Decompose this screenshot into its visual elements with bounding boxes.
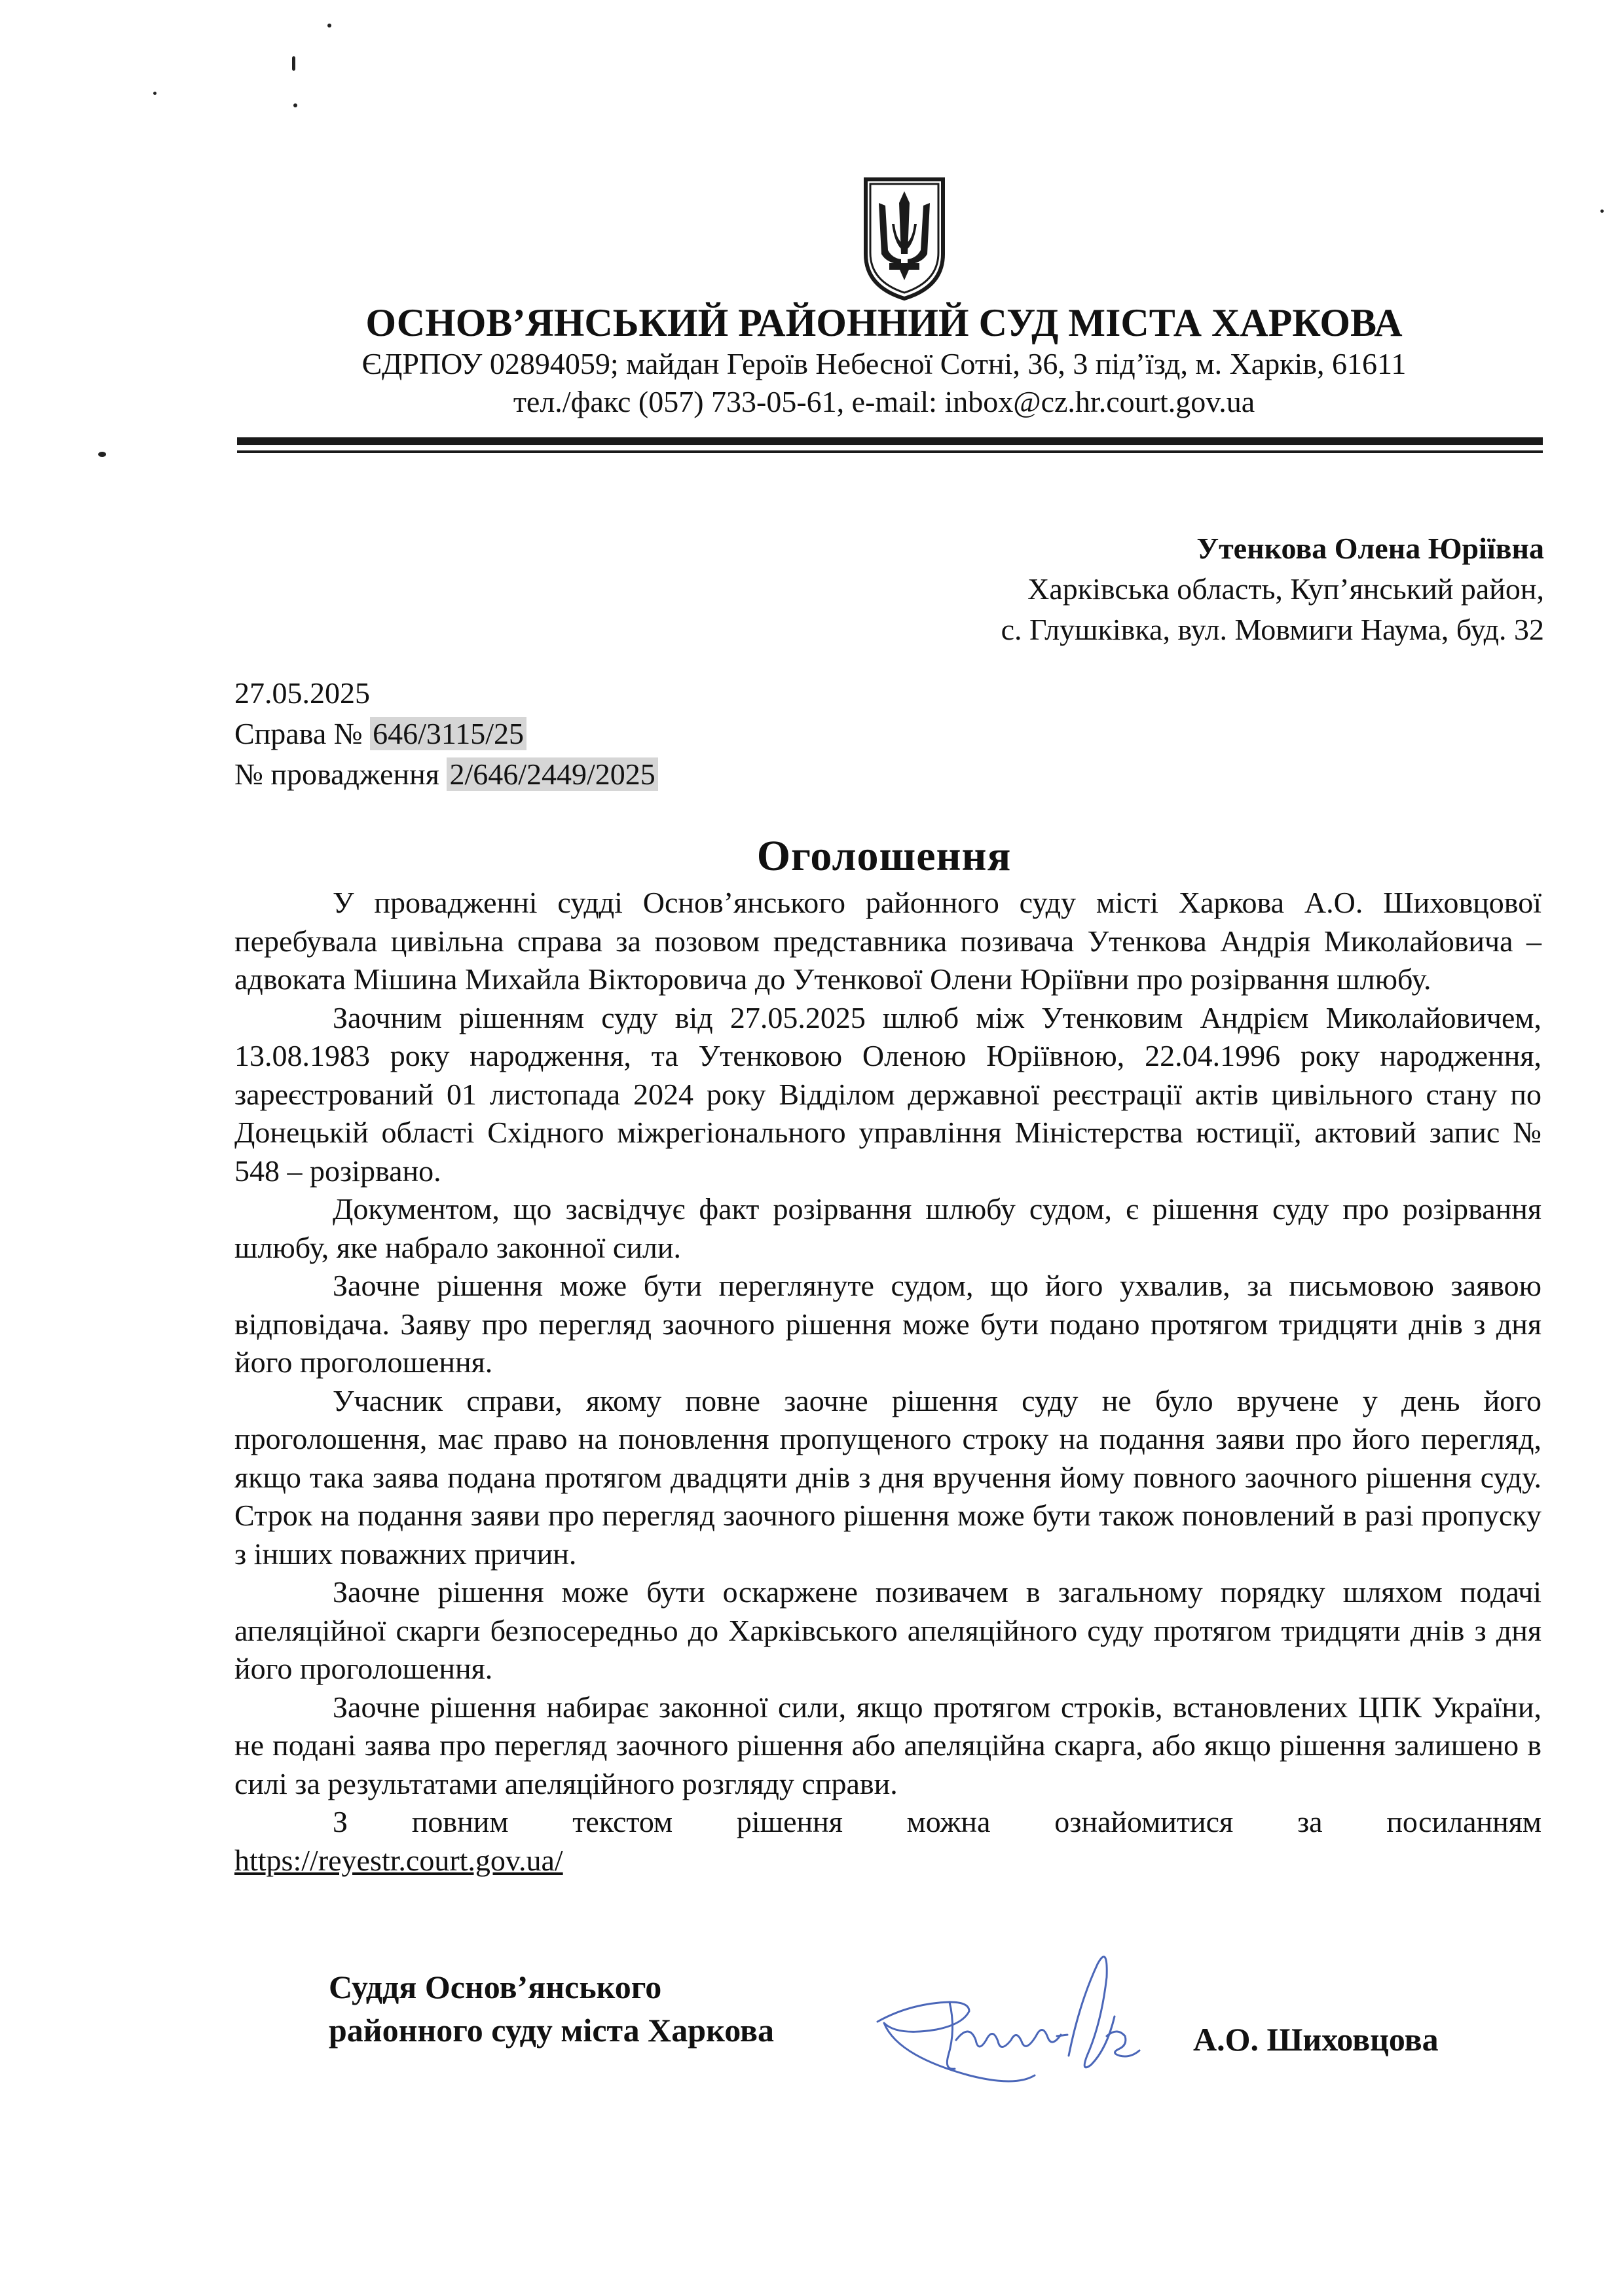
header-rule-thin: [237, 450, 1543, 453]
tryzub-coat-of-arms-icon: [863, 177, 946, 301]
body-paragraph: Учасник справи, якому повне заочне рішення суду не було вручене у день його проголошення, має право на поновлення пропущеного строку на подання заяви про його перегляд, якщо така заява подана протягом двадцяти днів з дня вручення йому повного заочного рішення суду. Строк на подання заяви про перегляд заочного рішення може бути також поновлений в разі пропуску з інших поважних причин.: [234, 1383, 1541, 1571]
court-contacts-line: тел./факс (057) 733-05-61, e-mail: inbox@cz.hr.court.gov.ua: [513, 385, 1255, 418]
link-paragraph-url-line: [234, 1842, 1541, 1880]
registry-link[interactable]: https://reyestr.court.gov.ua/: [234, 1843, 563, 1877]
link-paragraph: [234, 1803, 1541, 1842]
proceeding-reference: [234, 754, 658, 795]
body-paragraph: У провадженні судді Основ’янського районного суду місті Харкова А.О. Шиховцової перебувала цивільна справа за позовом представника позивача Утенкова Андрія Миколайовича – адвоката Мішина Михайла Вікторовича до Утенкової Олени Юріївни про розірвання шлюбу.: [234, 886, 1541, 996]
signer-name: А.О. Шиховцова: [1193, 2021, 1439, 2058]
case-reference: [234, 714, 526, 754]
body-paragraph: Заочне рішення набирає законної сили, якщо протягом строків, встановлених ЦПК України, не подані заява про перегляд заочного рішення або апеляційна скарга, або якщо рішення залишено в силі за результатами апеляційного розгляду справи.: [234, 1690, 1541, 1800]
body-paragraph: Заочне рішення може бути переглянуте судом, що його ухвалив, за письмовою заявою відповідача. Заяву про перегляд заочного рішення може бути подано протягом тридцяти днів з дня його проголошення.: [234, 1269, 1541, 1379]
case-number: 646/3115/25: [370, 717, 526, 750]
body-paragraph: Документом, що засвідчує факт розірвання шлюбу судом, є рішення суду про розірвання шлюбу, яке набрало законної сили.: [234, 1192, 1541, 1264]
proceeding-label: № провадження: [234, 757, 439, 791]
case-label: Справа №: [234, 717, 363, 750]
notice-body: [234, 884, 1541, 1880]
addressee-address-line: Харківська область, Куп’янський район,: [1027, 572, 1544, 606]
signer-title-line: районного суду міста Харкова: [329, 2012, 775, 2049]
handwritten-signature-icon: [871, 1925, 1198, 2108]
link-paragraph-text: З повним текстом рішення можна ознайомитися за посиланням: [333, 1805, 1541, 1838]
scan-speck: [153, 92, 157, 95]
body-paragraph: Заочне рішення може бути оскаржене позивачем в загальному порядку шляхом подачі апеляційної скарги безпосередньо до Харківського апеляційного суду протягом тридцяти днів з дня його проголошення.: [234, 1575, 1541, 1685]
body-paragraph: Заочним рішенням суду від 27.05.2025 шлюб між Утенковим Андрієм Миколайовичем, 13.08.1983 року народження, та Утенковою Оленою Юріївною, 22.04.1996 року народження, зареєстрований 01 листопада 2024 року Відділом державної реєстрації актів цивільного стану по Донецькій області Східного міжрегіонального управління Міністерства юстиції, актовий запис № 548 – розірвано.: [234, 1000, 1541, 1188]
addressee-name: Утенкова Олена Юріївна: [1196, 532, 1544, 565]
signer-title-line: Суддя Основ’янського: [329, 1969, 662, 2005]
proceeding-number: 2/646/2449/2025: [447, 757, 657, 791]
court-name: ОСНОВ’ЯНСЬКИЙ РАЙОННИЙ СУД МІСТА ХАРКОВА: [365, 301, 1403, 344]
court-address-line: ЄДРПОУ 02894059; майдан Героїв Небесної Сотні, 36, 3 під’їзд, м. Харків, 61611: [361, 347, 1407, 380]
scan-speck: [98, 452, 106, 457]
header-rule-thick: [237, 437, 1543, 445]
document-date: 27.05.2025: [234, 676, 370, 710]
scan-speck: [293, 103, 297, 107]
addressee-address-line: с. Глушківка, вул. Мовмиги Наума, буд. 32: [1001, 613, 1544, 646]
scan-speck: [327, 24, 331, 27]
notice-title: Оголошення: [756, 832, 1012, 880]
scan-speck: [292, 56, 295, 71]
scan-speck: [1600, 210, 1604, 213]
